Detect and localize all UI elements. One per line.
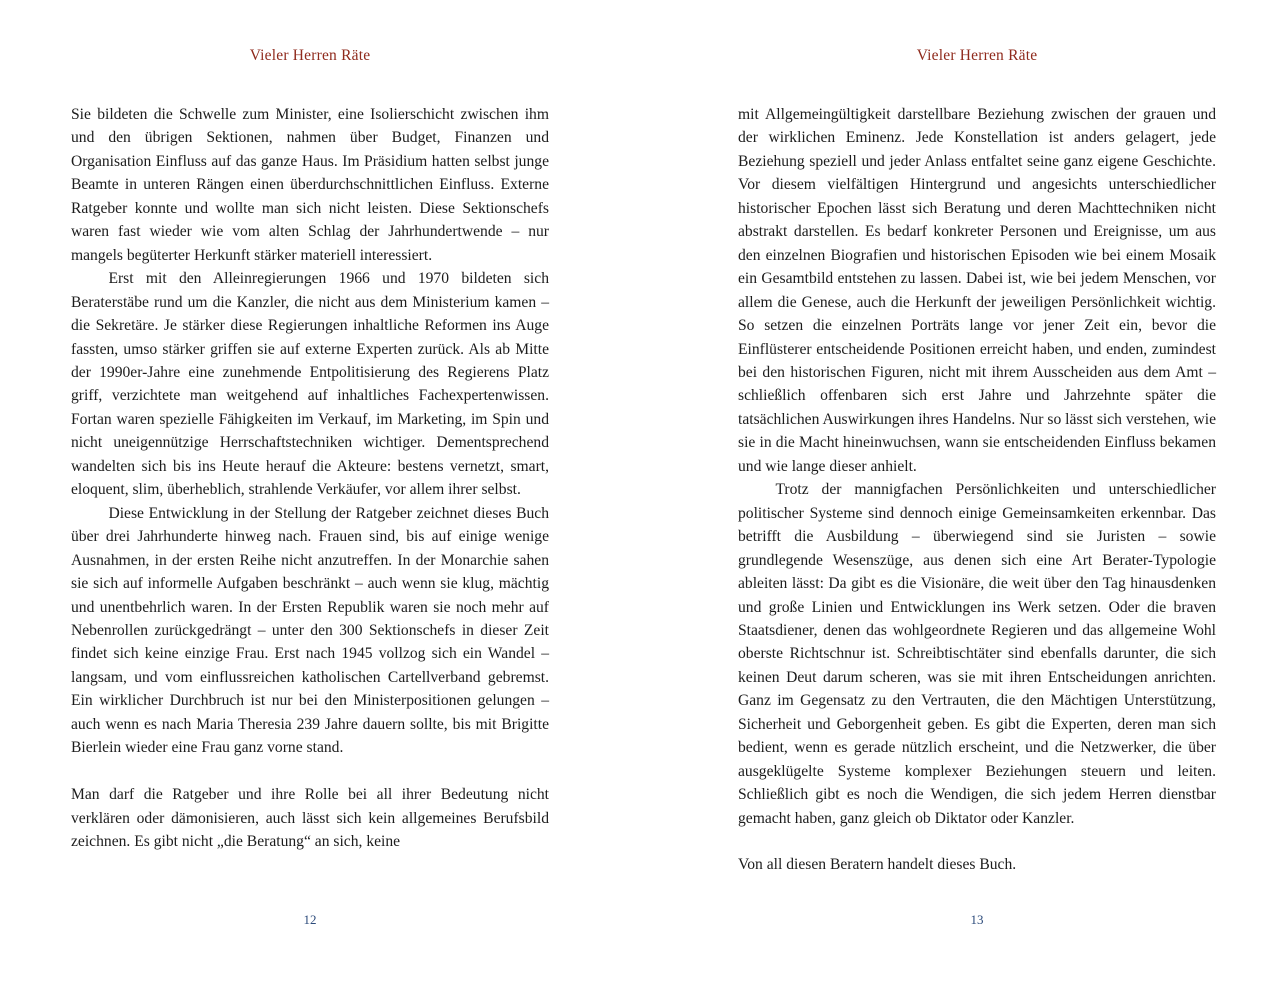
page-number-right: 13	[970, 912, 984, 927]
left-page-body	[71, 103, 549, 853]
right-page-body	[738, 103, 1216, 877]
running-head-left: Vieler Herren Räte	[249, 47, 371, 64]
paragraph: Trotz der mannigfachen Persönlichkeiten und unterschiedlicher politischer Systeme sind dennoch einige Gemeinsamkeiten erkennbar. Das betrifft die Ausbildung – überwiegend sind sie Juristen – sowie grundlegende Wesenszüge, aus denen sich eine Art Berater-Typologie ableiten lässt: Da gibt es die Visionäre, die weit über den Tag hinausdenken und große Linien und Entwicklungen ins Werk setzen. Oder die braven Staatsdiener, denen das wohlgeordnete Regieren und das allgemeine Wohl oberste Richtschnur ist. Schreibtischtäter sind ebenfalls darunter, die sich keinen Deut darum scheren, was sie mit ihren Entscheidungen anrichten. Ganz im Gegensatz zu den Vertrauten, die den Mächtigen Unterstützung, Sicherheit und Geborgenheit geben. Es gibt die Experten, deren man sich bedient, wenn es gerade nützlich erscheint, und die Netzwerker, die über ausgeklügelte Systeme komplexer Beziehungen steuern und leiten. Schließlich gibt es noch die Wendigen, die sich jedem Herren dienstbar gemacht haben, ganz gleich ob Diktator oder Kanzler.	[738, 481, 1216, 827]
paragraph: Man darf die Ratgeber und ihre Rolle bei all ihrer Bedeutung nicht verklären oder dämonisieren, auch lässt sich kein allgemeines Berufsbild zeichnen. Es gibt nicht „die Beratung“ an sich, keine	[71, 786, 549, 851]
paragraph: Erst mit den Alleinregierungen 1966 und 1970 bildeten sich Beraterstäbe rund um die Kanzler, die nicht aus dem Ministerium kamen – die Sekretäre. Je stärker diese Regierungen inhaltliche Reformen ins Auge fassten, umso stärker griffen sie auf externe Experten zurück. Als ab Mitte der 1990er-Jahre eine zunehmende Entpolitisierung des Regierens Platz griff, verzichtete man weitgehend auf inhaltliches Fachexpertenwissen. Fortan waren spezielle Fähigkeiten im Verkauf, im Marketing, im Spin und nicht uneigennützige Herrschaftstechniken wichtiger. Dementsprechend wandelten sich bis ins Heute herauf die Akteure: bestens vernetzt, smart, eloquent, slim, überheblich, strahlende Verkäufer, vor allem ihrer selbst.	[71, 270, 549, 499]
paragraph: mit Allgemeingültigkeit darstellbare Beziehung zwischen der grauen und der wirklichen Eminenz. Jede Konstellation ist anders gelagert, jede Beziehung speziell und jeder Anlass entfaltet seine ganz eigene Geschichte. Vor diesem vielfältigen Hintergrund und angesichts unterschiedlicher historischer Epochen lässt sich Beratung und deren Machttechniken nicht abstrakt darstellen. Es bedarf konkreter Personen und Ereignisse, um aus den einzelnen Biografien und historischen Episoden wie bei einem Mosaik ein Gesamtbild entstehen zu lassen. Dabei ist, wie bei jedem Menschen, vor allem die Genese, auch die Herkunft der jeweiligen Persönlichkeit wichtig. So setzen die einzelnen Porträts lange vor jener Zeit ein, bevor die Einflüsterer entscheidende Positionen erreicht haben, und enden, zumindest bei den historischen Figuren, nicht mit ihrem Ausscheiden aus dem Amt – schließlich offenbaren sich erst Jahre und Jahrzehnte später die tatsächlichen Auswirkungen ihres Handelns. Nur so lässt sich verstehen, wie sie in die Macht hineinwuchsen, wann sie entscheidenden Einfluss bekamen und wie lange dieser anhielt.	[738, 106, 1216, 475]
running-head-right: Vieler Herren Räte	[916, 47, 1038, 64]
paragraph: Diese Entwicklung in der Stellung der Ratgeber zeichnet dieses Buch über drei Jahrhunderte hinweg nach. Frauen sind, bis auf einige wenige Ausnahmen, in der ersten Reihe nicht anzutreffen. In der Monarchie sahen sie sich auf informelle Aufgaben beschränkt – auch wenn sie klug, mächtig und unentbehrlich waren. In der Ersten Republik waren sie noch mehr auf Nebenrollen zurückgedrängt – unter den 300 Sektionschefs in dieser Zeit findet sich keine einzige Frau. Erst nach 1945 vollzog sich ein Wandel – langsam, und vom einflussreichen katholischen Cartellverband gebremst. Ein wirklicher Durchbruch ist nur bei den Ministerpositionen gelungen – auch wenn es nach Maria Theresia 239 Jahre dauern sollte, bis mit Brigitte Bierlein wieder eine Frau ganz vorne stand.	[71, 504, 549, 757]
paragraph: Sie bildeten die Schwelle zum Minister, eine Isolierschicht zwischen ihm und den übrigen Sektionen, nahmen über Budget, Finanzen und Organisation Einfluss auf das ganze Haus. Im Präsidium hatten selbst junge Beamte in unteren Rängen einen überdurchschnittlichen Einfluss. Externe Ratgeber konnte und wollte man sich nicht leisten. Diese Sektionschefs waren fast wieder wie vom alten Schlag der Jahrhundertwende – nur mangels begüterter Herkunft stärker materiell interessiert.	[71, 106, 549, 264]
right-page	[738, 0, 1216, 1000]
page-number-left: 12	[303, 912, 317, 927]
left-page	[71, 0, 549, 1000]
paragraph: Von all diesen Beratern handelt dieses Buch.	[738, 856, 1017, 874]
